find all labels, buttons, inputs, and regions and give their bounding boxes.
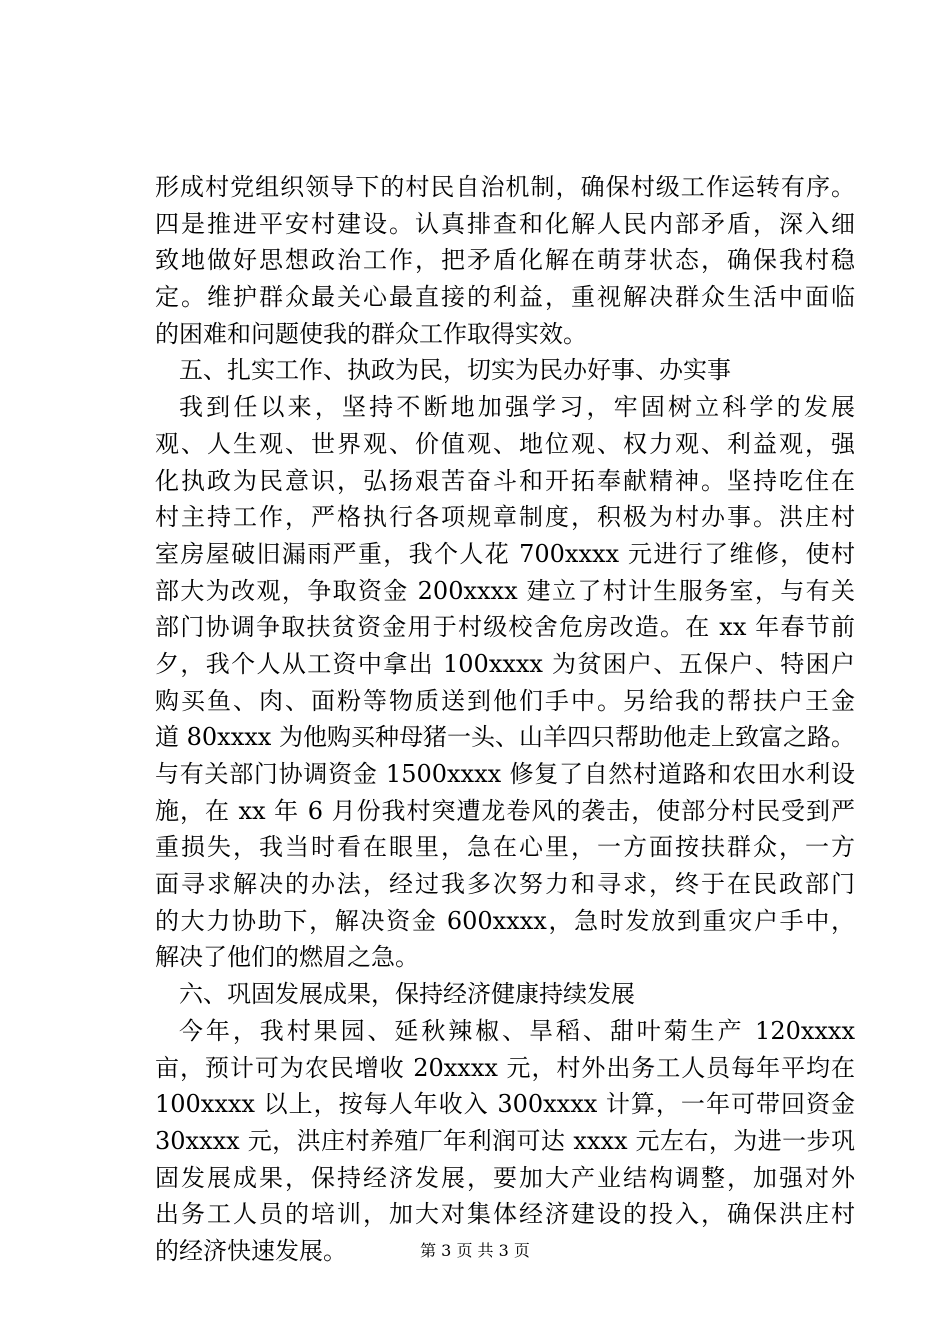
page-footer <box>0 1240 950 1262</box>
text-line: 四是推进平安村建设。认真排查和化解人民内部矛盾，深入细 <box>155 209 855 238</box>
document-body <box>155 169 855 1270</box>
text-line: 定。维护群众最关心最直接的利益，重视解决群众生活中面临 <box>155 283 855 312</box>
text-line: 致地做好思想政治工作，把矛盾化解在萌芽状态，确保我村稳 <box>155 246 855 275</box>
text-line: 的大力协助下，解决资金 600xxxx，急时发放到重灾户手中， <box>155 906 855 935</box>
text-line: 室房屋破旧漏雨严重，我个人花 700xxxx 元进行了维修，使村 <box>155 539 855 568</box>
text-line: 道 80xxxx 为他购买种母猪一头、山羊四只帮助他走上致富之路。 <box>155 723 855 752</box>
text-line: 化执政为民意识，弘扬艰苦奋斗和开拓奉献精神。坚持吃住在 <box>155 466 855 495</box>
page-number-label: 第 3 页 共 3 页 <box>420 1241 530 1260</box>
text-line: 的经济快速发展。 <box>155 1236 347 1265</box>
text-line: 夕，我个人从工资中拿出 100xxxx 为贫困户、五保户、特困户 <box>155 649 855 678</box>
text-line: 解决了他们的燃眉之急。 <box>155 943 419 972</box>
text-line: 村主持工作，严格执行各项规章制度，积极为村办事。洪庄村 <box>155 503 855 532</box>
text-line: 面寻求解决的办法，经过我多次努力和寻求，终于在民政部门 <box>155 870 855 899</box>
section-heading-5: 五、扎实工作、执政为民，切实为民办好事、办实事 <box>179 356 731 385</box>
text-line: 部大为改观，争取资金 200xxxx 建立了村计生服务室，与有关 <box>155 576 855 605</box>
text-line: 观、人生观、世界观、价值观、地位观、权力观、利益观，强 <box>155 429 855 458</box>
text-line: 与有关部门协调资金 1500xxxx 修复了自然村道路和农田水利设 <box>155 760 855 788</box>
text-line: 出务工人员的培训，加大对集体经济建设的投入，确保洪庄村 <box>155 1200 855 1229</box>
text-line: 亩，预计可为农民增收 20xxxx 元，村外出务工人员每年平均在 <box>155 1053 855 1082</box>
text-line: 固发展成果，保持经济发展，要加大产业结构调整，加强对外 <box>155 1163 855 1192</box>
text-line: 的困难和问题使我的群众工作取得实效。 <box>155 319 587 348</box>
text-line: 30xxxx 元，洪庄村养殖厂年利润可达 xxxx 元左右，为进一步巩 <box>155 1126 855 1155</box>
text-line: 100xxxx 以上，按每人年收入 300xxxx 计算，一年可带回资金 <box>155 1090 855 1119</box>
text-line: 形成村党组织领导下的村民自治机制，确保村级工作运转有序。 <box>155 173 855 201</box>
text-line: 我到任以来，坚持不断地加强学习，牢固树立科学的发展 <box>179 393 855 422</box>
text-line: 部门协调争取扶贫资金用于村级校舍危房改造。在 xx 年春节前 <box>155 613 855 642</box>
text-line: 购买鱼、肉、面粉等物质送到他们手中。另给我的帮扶户王金 <box>155 686 855 715</box>
section-heading-6: 六、巩固发展成果，保持经济健康持续发展 <box>179 980 635 1009</box>
text-line: 施，在 xx 年 6 月份我村突遭龙卷风的袭击，使部分村民受到严 <box>155 796 855 825</box>
text-line: 今年，我村果园、延秋辣椒、旱稻、甜叶菊生产 120xxxx <box>179 1016 855 1045</box>
text-line: 重损失，我当时看在眼里，急在心里，一方面按扶群众，一方 <box>155 833 855 862</box>
